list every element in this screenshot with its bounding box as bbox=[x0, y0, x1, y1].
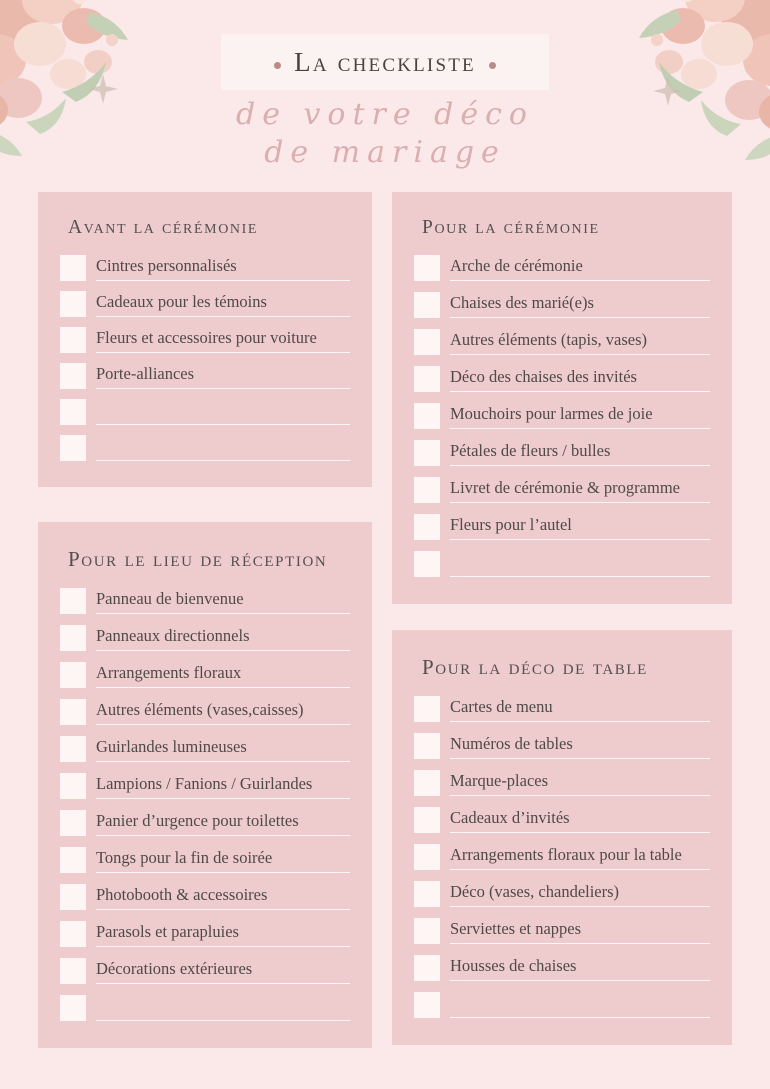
checkbox[interactable] bbox=[414, 514, 440, 540]
checkbox[interactable] bbox=[414, 992, 440, 1018]
checklist-label: Fleurs pour l’autel bbox=[450, 515, 710, 540]
checkbox[interactable] bbox=[60, 884, 86, 910]
checklist-label: Cartes de menu bbox=[450, 697, 710, 722]
checklist-label bbox=[450, 993, 710, 1018]
checklist-row[interactable] bbox=[414, 477, 710, 503]
checkbox[interactable] bbox=[60, 399, 86, 425]
checklist-label bbox=[96, 400, 350, 425]
checklist-row[interactable] bbox=[60, 847, 350, 873]
page-subtitle bbox=[0, 96, 770, 173]
checkbox[interactable] bbox=[414, 955, 440, 981]
checklist-label: Numéros de tables bbox=[450, 734, 710, 759]
page-subtitle-line2: de mariage bbox=[264, 135, 506, 171]
checkbox[interactable] bbox=[60, 363, 86, 389]
checklist-label: Pétales de fleurs / bulles bbox=[450, 441, 710, 466]
checklist-row[interactable] bbox=[414, 255, 710, 281]
checklist-label: Cadeaux d’invités bbox=[450, 808, 710, 833]
checkbox[interactable] bbox=[414, 440, 440, 466]
checklist-label: Décorations extérieures bbox=[96, 959, 350, 984]
checkbox[interactable] bbox=[414, 551, 440, 577]
checklist-label: Guirlandes lumineuses bbox=[96, 737, 350, 762]
dot-right-icon bbox=[489, 62, 496, 69]
checklist-row[interactable] bbox=[60, 363, 350, 389]
panel-title: Pour le lieu de réception bbox=[68, 547, 328, 571]
checkbox[interactable] bbox=[414, 366, 440, 392]
checklist-row[interactable] bbox=[60, 736, 350, 762]
checkbox[interactable] bbox=[60, 662, 86, 688]
checklist-row[interactable] bbox=[414, 514, 710, 540]
title-band bbox=[221, 34, 549, 90]
checkbox[interactable] bbox=[60, 327, 86, 353]
checklist-label: Arche de cérémonie bbox=[450, 256, 710, 281]
checkbox[interactable] bbox=[414, 844, 440, 870]
checklist-label bbox=[96, 436, 350, 461]
checklist-row[interactable] bbox=[60, 958, 350, 984]
checkbox[interactable] bbox=[60, 995, 86, 1021]
panel-title: Pour la cérémonie bbox=[422, 217, 600, 238]
checkbox[interactable] bbox=[60, 921, 86, 947]
checkbox[interactable] bbox=[60, 810, 86, 836]
checkbox[interactable] bbox=[60, 847, 86, 873]
checklist-row[interactable] bbox=[60, 327, 350, 353]
checkbox[interactable] bbox=[414, 733, 440, 759]
checklist-label: Déco des chaises des invités bbox=[450, 367, 710, 392]
dot-left-icon bbox=[274, 62, 281, 69]
checklist-row[interactable] bbox=[414, 733, 710, 759]
checkbox[interactable] bbox=[414, 403, 440, 429]
checklist-row[interactable] bbox=[60, 810, 350, 836]
checklist-label bbox=[96, 996, 350, 1021]
page-subtitle-line1: de votre déco bbox=[235, 97, 534, 132]
checkbox[interactable] bbox=[60, 699, 86, 725]
checklist-label: Serviettes et nappes bbox=[450, 919, 710, 944]
checklist-label: Parasols et parapluies bbox=[96, 922, 350, 947]
checklist-row[interactable] bbox=[414, 992, 710, 1018]
checklist-row[interactable] bbox=[60, 291, 350, 317]
checklist-label: Chaises des marié(e)s bbox=[450, 293, 710, 318]
checkbox[interactable] bbox=[60, 958, 86, 984]
checklist-label: Mouchoirs pour larmes de joie bbox=[450, 404, 710, 429]
checkbox[interactable] bbox=[414, 329, 440, 355]
checklist-row[interactable] bbox=[414, 844, 710, 870]
checklist-row[interactable] bbox=[414, 440, 710, 466]
checkbox[interactable] bbox=[60, 291, 86, 317]
panel-title: Pour la déco de table bbox=[422, 655, 648, 679]
page-title: La checkliste bbox=[294, 47, 476, 77]
checkbox[interactable] bbox=[414, 696, 440, 722]
checklist-label: Panier d’urgence pour toilettes bbox=[96, 811, 350, 836]
checklist-label bbox=[450, 552, 710, 577]
checklist-label: Déco (vases, chandeliers) bbox=[450, 882, 710, 907]
checklist-row[interactable] bbox=[60, 625, 350, 651]
checklist-label: Autres éléments (tapis, vases) bbox=[450, 330, 710, 355]
checklist-label: Porte-alliances bbox=[96, 364, 350, 389]
checklist-row[interactable] bbox=[60, 588, 350, 614]
checklist-row[interactable] bbox=[414, 551, 710, 577]
checklist-label: Tongs pour la fin de soirée bbox=[96, 848, 350, 873]
checkbox[interactable] bbox=[414, 255, 440, 281]
checkbox[interactable] bbox=[60, 736, 86, 762]
checklist-row[interactable] bbox=[414, 807, 710, 833]
checkbox[interactable] bbox=[60, 773, 86, 799]
checkbox[interactable] bbox=[60, 435, 86, 461]
checklist-row[interactable] bbox=[414, 955, 710, 981]
checklist-row[interactable] bbox=[60, 662, 350, 688]
checklist-row[interactable] bbox=[414, 403, 710, 429]
checklist-label: Marque-places bbox=[450, 771, 710, 796]
page-header bbox=[0, 34, 770, 173]
checkbox[interactable] bbox=[414, 918, 440, 944]
checklist-row[interactable] bbox=[60, 399, 350, 425]
panel-pour-la-ceremonie bbox=[392, 192, 732, 604]
checklist-label: Cadeaux pour les témoins bbox=[96, 292, 350, 317]
checklist-label: Photobooth & accessoires bbox=[96, 885, 350, 910]
checklist-row[interactable] bbox=[414, 696, 710, 722]
checkbox[interactable] bbox=[60, 588, 86, 614]
checklist-row[interactable] bbox=[60, 995, 350, 1021]
checklist-row[interactable] bbox=[414, 329, 710, 355]
checklist-label: Panneau de bienvenue bbox=[96, 589, 350, 614]
checklist-label: Arrangements floraux pour la table bbox=[450, 845, 710, 870]
checklist-label: Lampions / Fanions / Guirlandes bbox=[96, 774, 350, 799]
panel-title: Avant la cérémonie bbox=[68, 217, 259, 238]
checklist-row[interactable] bbox=[414, 881, 710, 907]
checklist-row[interactable] bbox=[60, 435, 350, 461]
checklist-row[interactable] bbox=[414, 770, 710, 796]
checklist-row[interactable] bbox=[60, 699, 350, 725]
checklist-row[interactable] bbox=[60, 921, 350, 947]
checklist-row[interactable] bbox=[414, 366, 710, 392]
panel-avant-la-ceremonie bbox=[38, 192, 372, 487]
checkbox[interactable] bbox=[414, 770, 440, 796]
checklist-row[interactable] bbox=[414, 918, 710, 944]
checklist-row[interactable] bbox=[414, 292, 710, 318]
checkbox[interactable] bbox=[414, 292, 440, 318]
checkbox[interactable] bbox=[414, 477, 440, 503]
panel-pour-la-deco-de-table bbox=[392, 630, 732, 1045]
checkbox[interactable] bbox=[414, 881, 440, 907]
checklist-row[interactable] bbox=[60, 884, 350, 910]
checklist-row[interactable] bbox=[60, 255, 350, 281]
checklist-row[interactable] bbox=[60, 773, 350, 799]
checklist-label: Fleurs et accessoires pour voiture bbox=[96, 328, 350, 353]
panel-pour-le-lieu-de-reception bbox=[38, 522, 372, 1048]
checkbox[interactable] bbox=[60, 255, 86, 281]
checkbox[interactable] bbox=[414, 807, 440, 833]
checklist-label: Autres éléments (vases,caisses) bbox=[96, 700, 350, 725]
checklist-label: Arrangements floraux bbox=[96, 663, 350, 688]
checklist-label: Housses de chaises bbox=[450, 956, 710, 981]
checkbox[interactable] bbox=[60, 625, 86, 651]
checklist-label: Cintres personnalisés bbox=[96, 256, 350, 281]
checklist-label: Panneaux directionnels bbox=[96, 626, 350, 651]
checklist-label: Livret de cérémonie & programme bbox=[450, 478, 710, 503]
